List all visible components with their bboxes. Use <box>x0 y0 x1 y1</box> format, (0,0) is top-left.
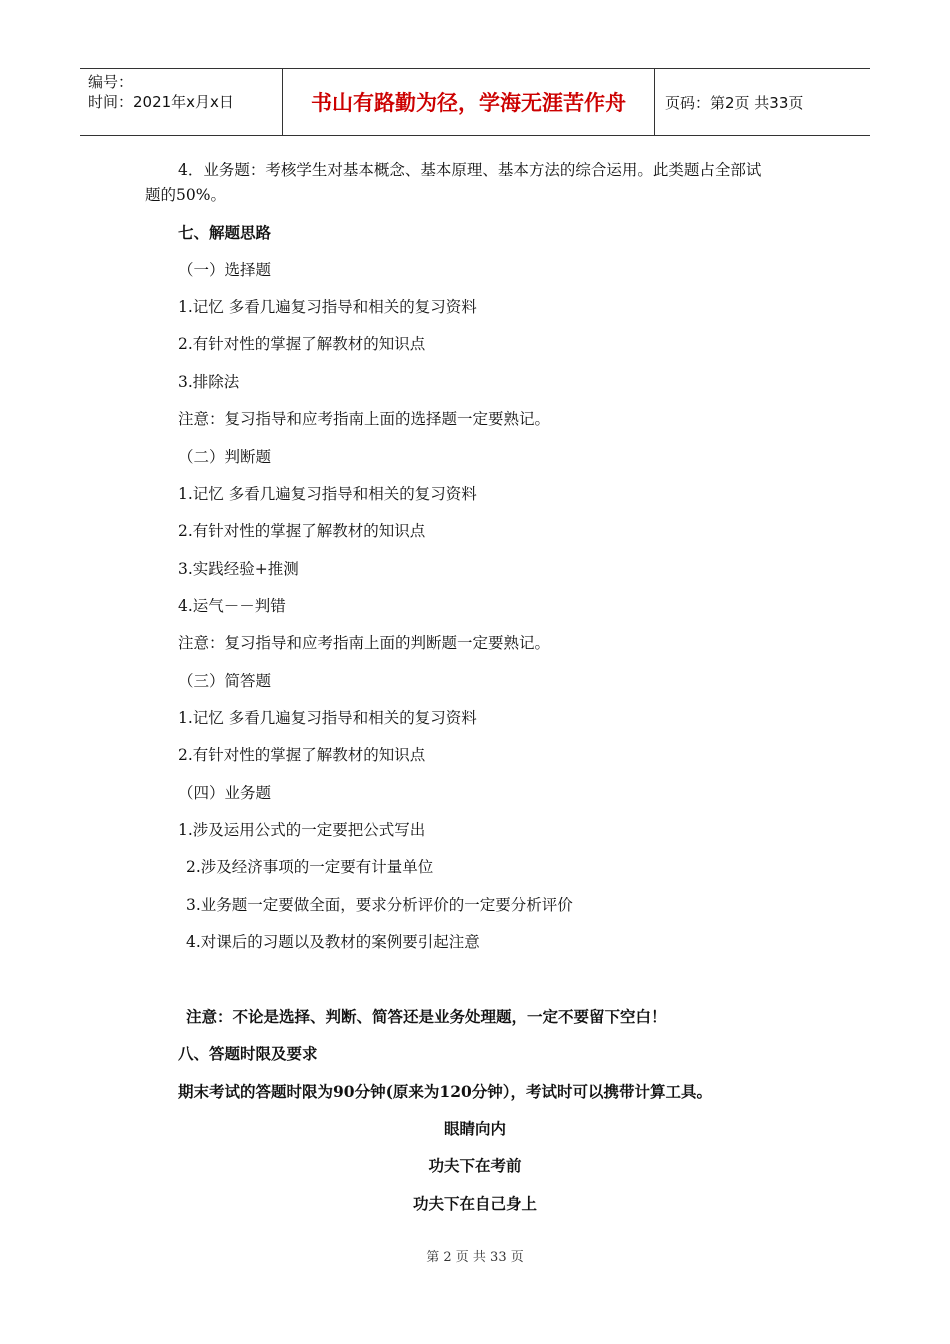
header-time-label: 时间：2021年x月x日 <box>88 93 234 111</box>
business-item-1: 1.涉及运用公式的一定要把公式写出 <box>178 821 426 839</box>
page-header <box>80 68 870 136</box>
business-item-3: 3.业务题一定要做全面，要求分析评价的一定要分析评价 <box>186 896 573 914</box>
subsection-business-title: （四）业务题 <box>178 784 272 802</box>
choice-item-2: 2.有针对性的掌握了解教材的知识点 <box>178 335 426 353</box>
short-answer-item-1: 1.记忆 多看几遍复习指导和相关的复习资料 <box>178 709 477 727</box>
subsection-short-answer-title: （三）简答题 <box>178 672 272 690</box>
header-motto: 书山有路勤为径，学海无涯苦作舟 <box>282 69 655 135</box>
business-item-4: 4.对课后的习题以及教材的案例要引起注意 <box>186 933 480 951</box>
choice-item-1: 1.记忆 多看几遍复习指导和相关的复习资料 <box>178 298 477 316</box>
closing-motto-1: 眼睛向内 <box>443 1119 506 1138</box>
paragraph-business-line1: 4．业务题：考核学生对基本概念、基本原理、基本方法的综合运用。此类题占全部试 <box>178 161 762 179</box>
judge-item-1: 1.记忆 多看几遍复习指导和相关的复习资料 <box>178 485 477 503</box>
judge-item-2: 2.有针对性的掌握了解教材的知识点 <box>178 522 426 540</box>
section-7-title: 七、解题思路 <box>178 223 272 242</box>
closing-motto-3: 功夫下在自己身上 <box>412 1194 537 1213</box>
section-8-title: 八、答题时限及要求 <box>178 1044 318 1063</box>
subsection-judge-title: （二）判断题 <box>178 448 272 466</box>
header-number-label: 编号： <box>88 73 134 91</box>
judge-item-3: 3.实践经验+推测 <box>178 560 299 578</box>
subsection-choice-title: （一）选择题 <box>178 261 272 279</box>
business-item-2: 2.涉及经济事项的一定要有计量单位 <box>186 858 434 876</box>
judge-item-4: 4.运气－－判错 <box>178 597 286 615</box>
judge-note: 注意：复习指导和应考指南上面的判断题一定要熟记。 <box>178 634 551 652</box>
warning-note: 注意：不论是选择、判断、简答还是业务处理题，一定不要留下空白！ <box>186 1007 667 1026</box>
section-8-text: 期末考试的答题时限为90分钟(原来为120分钟），考试时可以携带计算工具。 <box>178 1082 713 1101</box>
header-page-info: 页码：第2页 共33页 <box>665 93 804 112</box>
choice-item-3: 3.排除法 <box>178 373 240 391</box>
choice-note: 注意：复习指导和应考指南上面的选择题一定要熟记。 <box>178 410 551 428</box>
closing-motto-2: 功夫下在考前 <box>428 1156 522 1175</box>
paragraph-business-line2: 题的50%。 <box>145 186 226 204</box>
page-footer: 第 2 页 共 33 页 <box>426 1250 524 1265</box>
header-meta <box>80 69 282 135</box>
short-answer-item-2: 2.有针对性的掌握了解教材的知识点 <box>178 746 426 764</box>
